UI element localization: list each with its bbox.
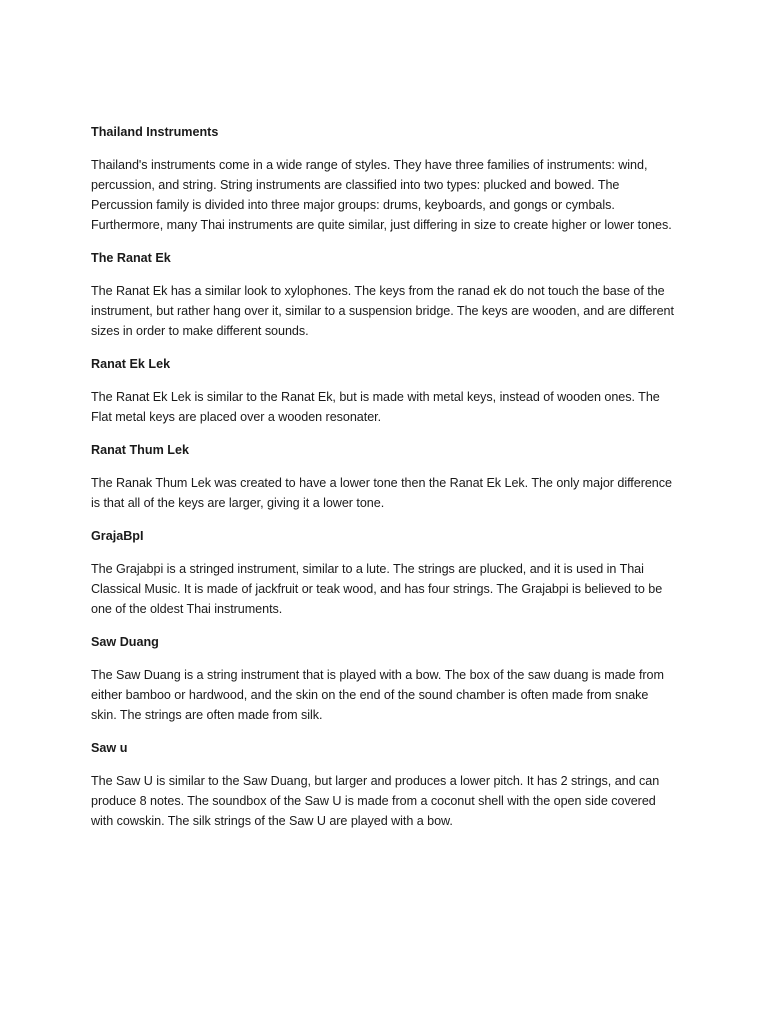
- section-heading: Ranat Ek Lek: [91, 357, 171, 371]
- section-heading: The Ranat Ek: [91, 251, 171, 265]
- section-heading: Saw Duang: [91, 635, 159, 649]
- section-paragraph: The Ranak Thum Lek was created to have a lower tone then the Ranat Ek Lek. The only major difference is that all of the keys are larger, giving it a lower tone.: [91, 476, 672, 510]
- section-grajabpi: [91, 526, 677, 619]
- document-page: [91, 122, 677, 844]
- section-paragraph: The Saw U is similar to the Saw Duang, but larger and produces a lower pitch. It has 2 strings, and can produce 8 notes. The soundbox of the Saw U is made from a coconut shell with the open side covered with cowskin. The silk strings of the Saw U are played with a bow.: [91, 774, 660, 828]
- section-heading: Saw u: [91, 741, 128, 755]
- section-paragraph: The Ranat Ek has a similar look to xylophones. The keys from the ranad ek do not touch the base of the instrument, but rather hang over it, similar to a suspension bridge. The keys are wooden, and are different sizes in order to make different sounds.: [91, 284, 674, 338]
- document-title: Thailand Instruments: [91, 125, 219, 139]
- section-ranat-ek: [91, 248, 677, 341]
- intro-paragraph: Thailand's instruments come in a wide range of styles. They have three families of instruments: wind, percussion, and string. String instruments are classified into two types: plucked and bowed. The Percussion family is divided into three major groups: drums, keyboards, and gongs or cymbals. Furthermore, many Thai instruments are quite similar, just differing in size to create higher or lower tones.: [91, 158, 672, 232]
- section-paragraph: The Grajabpi is a stringed instrument, similar to a lute. The strings are plucked, and it is used in Thai Classical Music. It is made of jackfruit or teak wood, and has four strings. The Grajabpi is believed to be one of the oldest Thai instruments.: [91, 562, 663, 616]
- section-saw-u: [91, 738, 677, 831]
- section-ranat-ek-lek: [91, 354, 677, 427]
- section-paragraph: The Saw Duang is a string instrument that is played with a bow. The box of the saw duang is made from either bamboo or hardwood, and the skin on the end of the sound chamber is often made from snake skin. The strings are often made from silk.: [91, 668, 664, 722]
- section-ranat-thum-lek: [91, 440, 677, 513]
- section-paragraph: The Ranat Ek Lek is similar to the Ranat Ek, but is made with metal keys, instead of wooden ones. The Flat metal keys are placed over a wooden resonater.: [91, 390, 660, 424]
- section-heading: Ranat Thum Lek: [91, 443, 189, 457]
- section-saw-duang: [91, 632, 677, 725]
- section-heading: GrajaBpI: [91, 529, 144, 543]
